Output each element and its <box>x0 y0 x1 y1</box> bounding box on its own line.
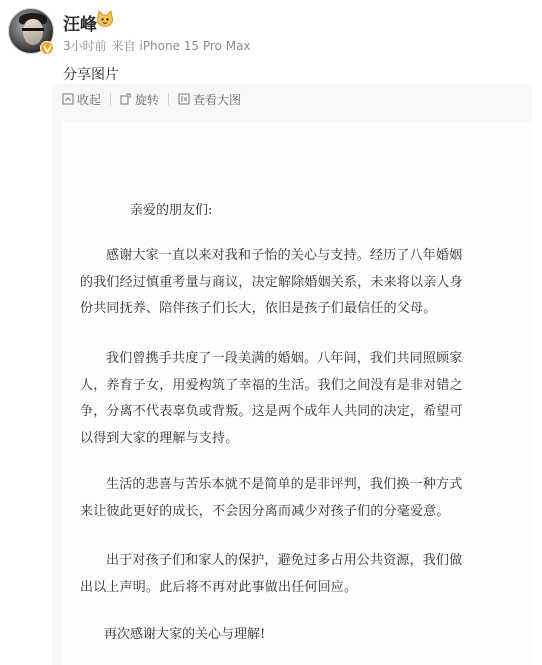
rotate-icon <box>120 93 132 105</box>
username[interactable]: 汪峰 <box>63 15 97 35</box>
image-action-bar <box>52 84 532 114</box>
divider <box>110 93 111 105</box>
post-meta <box>63 37 251 54</box>
divider <box>168 93 169 105</box>
view-large-image-icon <box>178 93 190 105</box>
post-time: 3小时前 <box>63 39 107 53</box>
view-large-image-button[interactable] <box>178 91 241 108</box>
letter-paragraph-4-text: 出于对孩子们和家人的保护，避免过多占用公共资源，我们做 出以上声明。此后将不再对此事做出任何回应。 <box>80 553 463 595</box>
letter-paragraph-3-text: 生活的悲喜与苦乐本就不是简单的是非评判，我们换一种方式 来让彼此更好的成长，不会因分离而减少对孩子们的分毫爱意。 <box>80 477 463 519</box>
collapse-icon <box>62 93 74 105</box>
letter-paragraph-3 <box>80 472 500 525</box>
view-large-image-label: 查看大图 <box>193 92 242 107</box>
letter-paragraph-2 <box>80 346 500 452</box>
letter-greeting: 亲爱的朋友们: <box>130 203 213 218</box>
letter-paragraph-1 <box>80 243 500 323</box>
post-header <box>0 0 542 60</box>
rotate-button[interactable] <box>120 91 159 108</box>
letter-paragraph-4 <box>80 548 500 601</box>
post-text: 分享图片 <box>63 67 119 83</box>
rotate-label: 旋转 <box>135 92 160 107</box>
verified-v-icon <box>40 41 54 55</box>
post-source[interactable]: 来自 iPhone 15 Pro Max <box>111 39 251 53</box>
collapse-button[interactable] <box>62 91 101 108</box>
letter-paragraph-1-text: 感谢大家一直以来对我和子怡的关心与支持。经历了八年婚姻 的我们经过慎重考量与商议，决定解除婚姻关系，未来将以亲人身 份共同抚养、陪伴孩子们长大，依旧是孩子们最信任的父母。 <box>80 248 463 316</box>
letter-closing: 再次感谢大家的关心与理解! <box>104 627 266 642</box>
letter-paragraph-2-text: 我们曾携手共度了一段美满的婚姻。八年间，我们共同照顾家 人，养育子女，用爱构筑了幸福的生活。我们之间没有是非对错之 争，分离不代表辜负或背叛。这是两个成年人共同的决定，希望可 以得到大家的理解与支持。 <box>80 351 463 446</box>
cat-emoji-icon <box>95 10 115 32</box>
avatar-glasses <box>22 28 44 34</box>
collapse-label: 收起 <box>77 92 102 107</box>
